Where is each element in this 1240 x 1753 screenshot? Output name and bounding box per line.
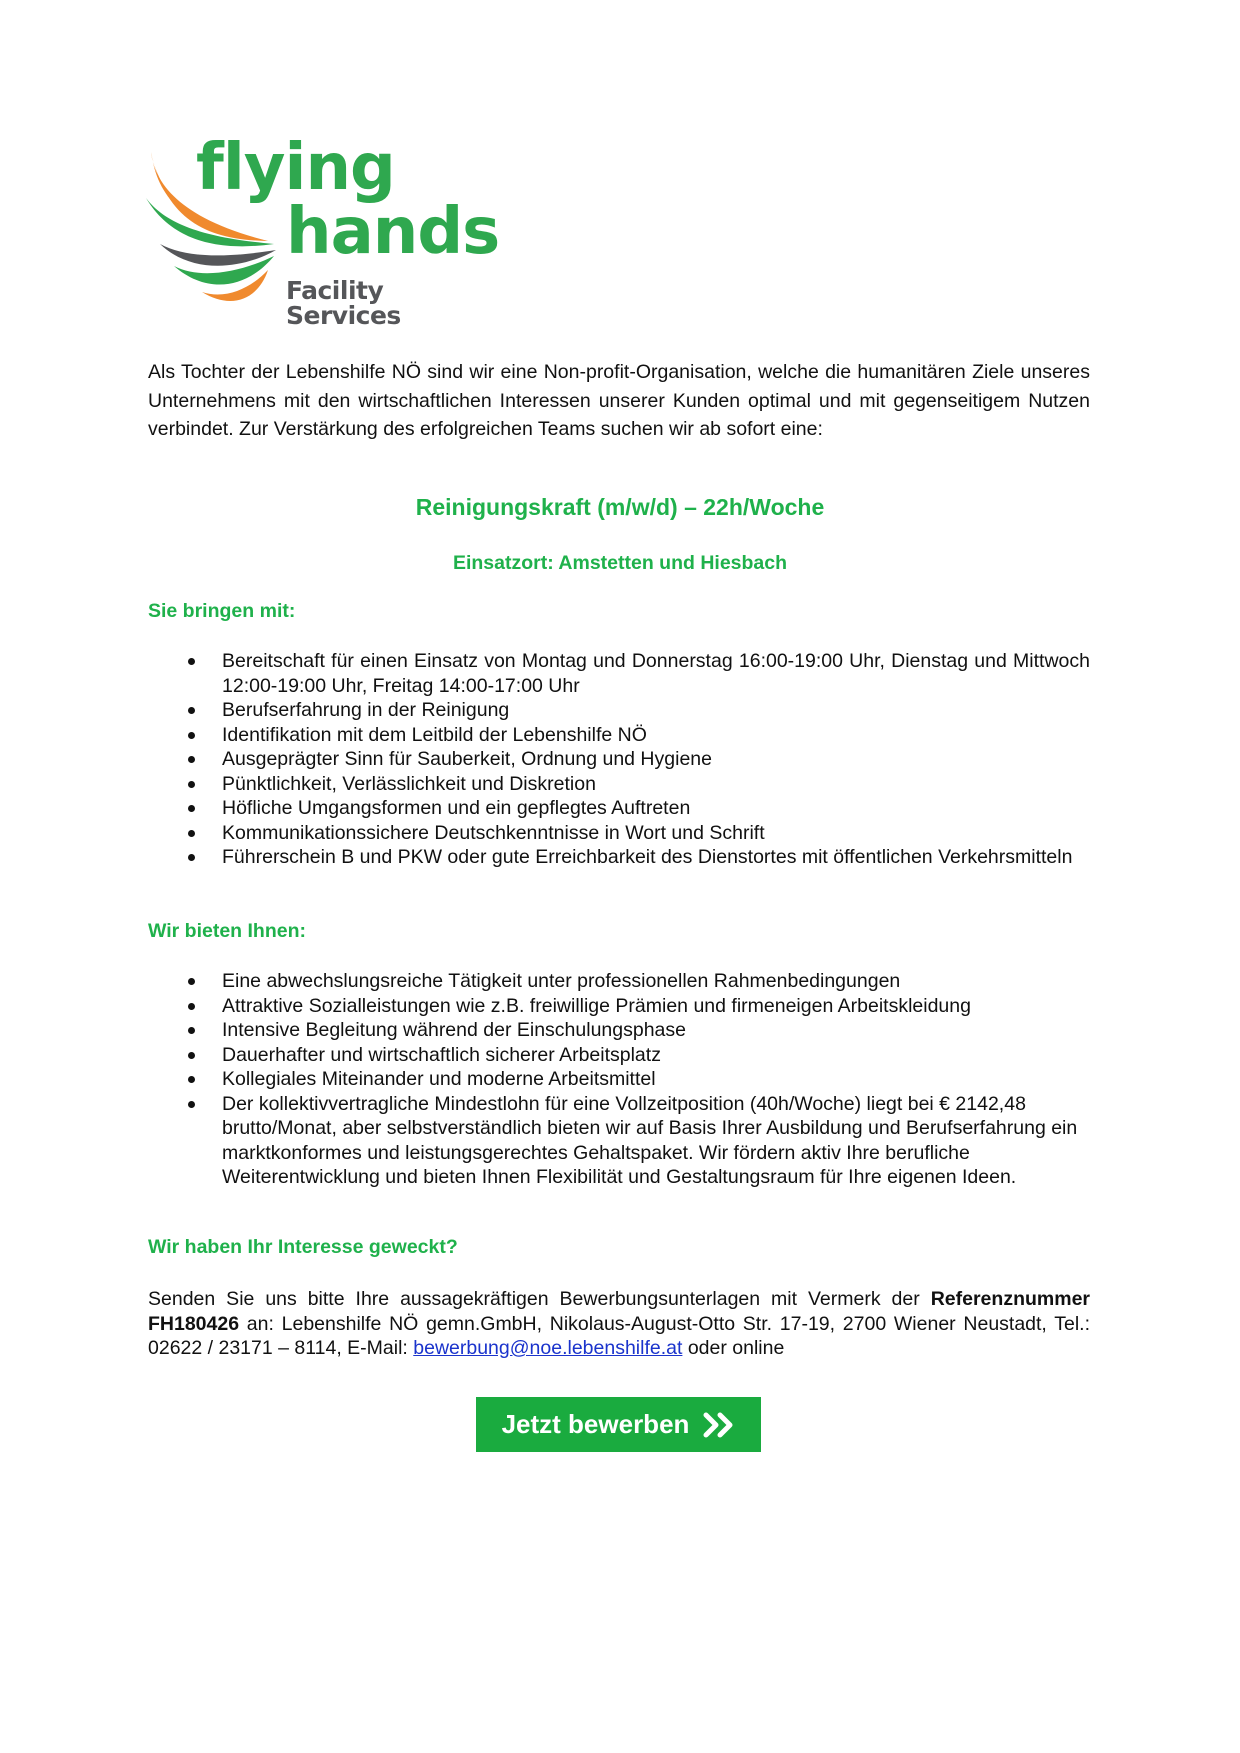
bullet-icon (188, 830, 195, 837)
list-item: Eine abwechslungsreiche Tätigkeit unter professionellen Rahmenbedingungen (148, 969, 1090, 994)
bullet-icon (188, 732, 195, 739)
list-item: Intensive Begleitung während der Einschulungsphase (148, 1018, 1090, 1043)
logo-text-flying: flying (196, 131, 395, 205)
list-item: Kollegiales Miteinander und moderne Arbeitsmittel (148, 1067, 1090, 1092)
bullet-icon (188, 1003, 195, 1010)
interest-heading: Wir haben Ihr Interesse geweckt? (148, 1236, 458, 1258)
list-item: Identifikation mit dem Leitbild der Lebenshilfe NÖ (148, 723, 1090, 748)
intro-paragraph: Als Tochter der Lebenshilfe NÖ sind wir eine Non-profit-Organisation, welche die humanitären Ziele unseres Unternehmens mit den wirtschaftlichen Interessen unserer Kunden optimal und mit gegenseitigem Nutzen verbindet. Zur Verstärkung des erfolgreichen Teams suchen wir ab sofort eine: (148, 361, 1090, 440)
list-item: Der kollektivvertragliche Mindestlohn für eine Vollzeitposition (40h/Woche) liegt bei € 2142,48 brutto/Monat, aber selbstverständlich bieten wir auf Basis Ihrer Ausbildung und Berufserfahrung ein marktkonformes und leistungsgerechtes Gehaltspaket. Wir fördern aktiv Ihre berufliche Weiterentwicklung und bieten Ihnen Flexibilität und Gestaltungsraum für Ihre eigenen Ideen. (148, 1092, 1090, 1190)
bullet-icon (188, 707, 195, 714)
list-item: Höfliche Umgangsformen und ein gepflegtes Auftreten (148, 796, 1090, 821)
bullet-icon (188, 805, 195, 812)
list-item: Attraktive Sozialleistungen wie z.B. freiwillige Prämien und firmeneigen Arbeitskleidung (148, 994, 1090, 1019)
bullet-icon (188, 658, 195, 665)
bullet-icon (188, 781, 195, 788)
logo-text-hands: hands (286, 195, 500, 269)
contact-paragraph: Senden Sie uns bitte Ihre aussagekräftigen Bewerbungsunterlagen mit Vermerk der Referenznummer FH180426 an: Lebenshilfe NÖ gemn.GmbH, Nikolaus-August-Otto Str. 17-19, 2700 Wiener Neustadt, Tel.: 02622 / 23171 – 8114, E-Mail: bewerbung@noe.lebenshilfe.at oder online (148, 1288, 1090, 1359)
offer-heading: Wir bieten Ihnen: (148, 920, 306, 942)
bullet-icon (188, 1027, 195, 1034)
list-item: Ausgeprägter Sinn für Sauberkeit, Ordnung und Hygiene (148, 747, 1090, 772)
bullet-icon (188, 1076, 195, 1083)
apply-now-button[interactable] (476, 1397, 761, 1452)
list-item: Pünktlichkeit, Verlässlichkeit und Diskretion (148, 772, 1090, 797)
logo-subtitle: Facility Services (286, 276, 401, 330)
job-location: Einsatzort: Amstetten und Hiesbach (452, 552, 788, 574)
list-item: Berufserfahrung in der Reinigung (148, 698, 1090, 723)
bullet-icon (188, 854, 195, 861)
job-title: Reinigungskraft (m/w/d) – 22h/Woche (415, 494, 825, 520)
list-item: Dauerhafter und wirtschaftlich sicherer Arbeitsplatz (148, 1043, 1090, 1068)
requirements-heading: Sie bringen mit: (148, 600, 296, 622)
offer-list (148, 969, 1090, 1190)
bullet-icon (188, 978, 195, 985)
requirements-list (148, 649, 1090, 870)
list-item: Bereitschaft für einen Einsatz von Montag und Donnerstag 16:00-19:00 Uhr, Dienstag und Mittwoch 12:00-19:00 Uhr, Freitag 14:00-17:00 Uhr (148, 649, 1090, 698)
reference-number: Referenznummer FH180426 (148, 1288, 1090, 1335)
list-item: Kommunikationssichere Deutschkenntnisse in Wort und Schrift (148, 821, 1090, 846)
list-item: Führerschein B und PKW oder gute Erreichbarkeit des Dienstortes mit öffentlichen Verkehrsmitteln (148, 845, 1090, 870)
bullet-icon (188, 756, 195, 763)
apply-button-label: Jetzt bewerben (501, 1409, 690, 1439)
email-link[interactable]: bewerbung@noe.lebenshilfe.at (413, 1337, 683, 1359)
bullet-icon (188, 1101, 195, 1108)
bullet-icon (188, 1052, 195, 1059)
company-logo (146, 131, 500, 330)
double-chevron-right-icon (703, 1412, 735, 1438)
